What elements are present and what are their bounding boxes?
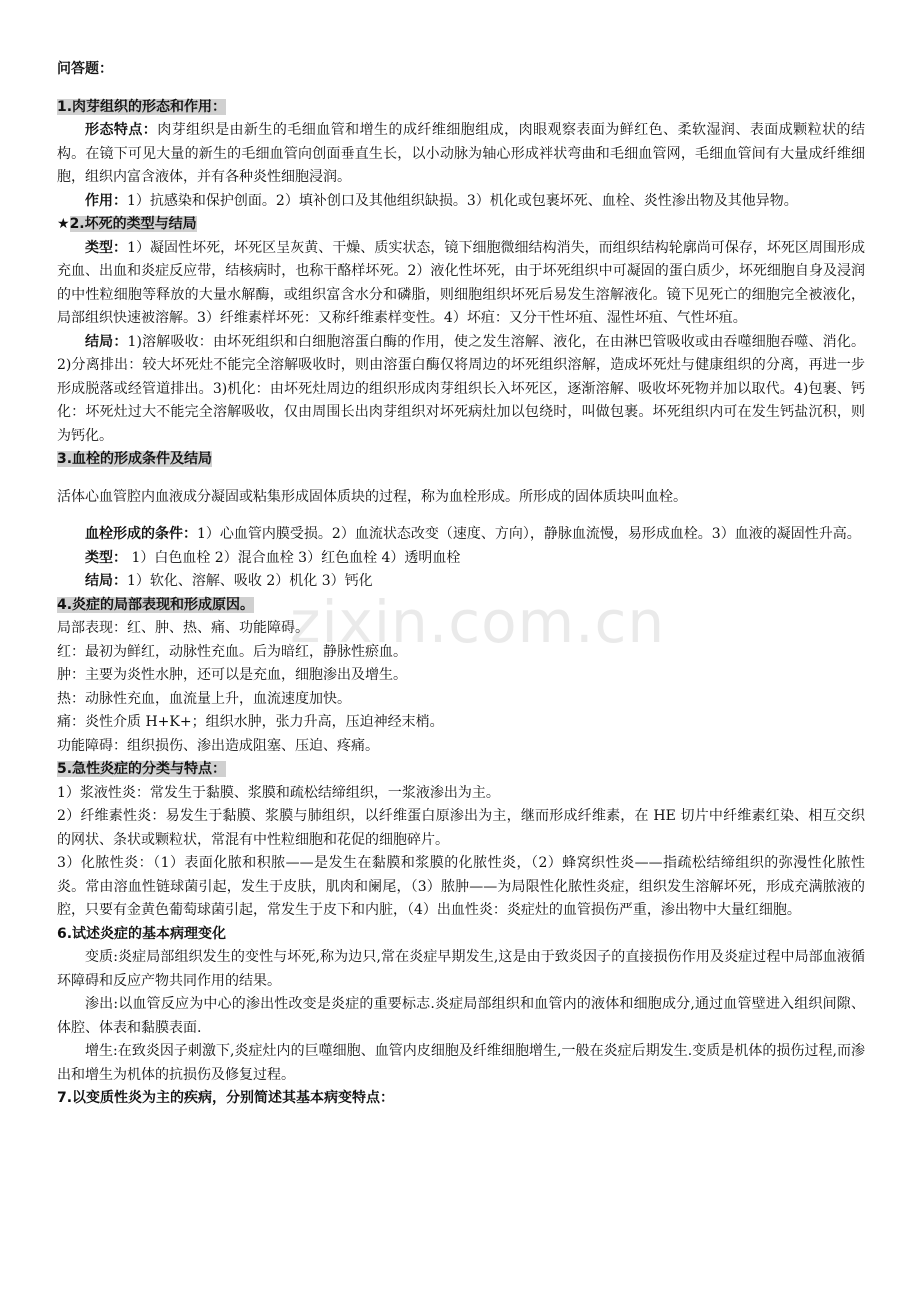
section-3-text-2: 1）白色血栓 2）混合血栓 3）红色血栓 4）透明血栓: [127, 549, 461, 566]
section-2-paragraph-1: [57, 237, 865, 331]
section-1-heading-text: 1.肉芽组织的形态和作用：: [57, 98, 227, 115]
section-3-label-2: 类型：: [85, 549, 127, 566]
section-3-label-1: 血栓形成的条件：: [85, 526, 197, 542]
section-1-text-2: 1）抗感染和保护创面。2）填补创口及其他组织缺损。3）机化或包裹坏死、血栓、炎性渗出物及其他异物。: [127, 192, 798, 209]
section-3-paragraph-2: [57, 547, 865, 571]
section-4-line: 局部表现：红、肿、热、痛、功能障碍。: [57, 620, 309, 636]
section-2-label-1: 类型：: [85, 239, 128, 256]
section-7-heading: 7.以变质性炎为主的疾病，分别简述其基本病变特点：: [57, 1090, 395, 1106]
section-3-paragraph-1: [57, 523, 865, 547]
section-3-heading: [57, 448, 865, 472]
document-body: [57, 58, 865, 1111]
section-3-text-3: 1）软化、溶解、吸收 2）机化 3）钙化: [127, 573, 373, 589]
section-1-paragraph-2: [57, 190, 865, 214]
section-6-paragraph: 增生:在致炎因子刺激下,炎症灶内的巨噬细胞、血管内皮细胞及纤维细胞增生,一般在炎症后期发生.变质是机体的损伤过程,而渗出和增生为机体的抗损伤及修复过程。: [57, 1043, 865, 1083]
section-3-label-3: 结局：: [85, 573, 127, 589]
section-5-heading-text: 5.急性炎症的分类与特点：: [57, 761, 227, 777]
section-1-text-1: 肉芽组织是由新生的毛细血管和增生的成纤维细胞组成，肉眼观察表面为鲜红色、柔软湿润、表面成颗粒状的结构。在镜下可见大量的新生的毛细血管向创面垂直生长，以小动脉为轴心形成袢状弯曲和毛细血管网，毛细血管间有大量成纤维细胞，组织内富含液体，并有各种炎性细胞浸润。: [57, 122, 865, 185]
section-4-heading-text: 4.炎症的局部表现和形成原因。: [57, 596, 255, 613]
section-1-paragraph-1: [57, 119, 865, 190]
section-2-heading: [57, 213, 865, 237]
watermark-text: zixin.com.cn: [290, 588, 666, 656]
section-2-text-1: 1）凝固性坏死，坏死区呈灰黄、干燥、质实状态，镜下细胞微细结构消失，而组织结构轮廓尚可保存，坏死区周围形成充血、出血和炎症反应带，结核病时，也称干酪样坏死。2）液化性坏死，由于坏死组织中可凝固的蛋白质少，坏死细胞自身及浸润的中性粒细胞等释放的大量水解酶，或组织富含水分和磷脂，则细胞组织坏死后易发生溶解液化。镜下见死亡的细胞完全被液化，局部组织快速被溶解。3）纤维素样坏死：又称纤维素样变性。4）坏疽：又分干性坏疽、湿性坏疽、气性坏疽。: [57, 239, 866, 326]
section-1-heading: [57, 96, 865, 120]
section-2-paragraph-2: [57, 331, 865, 449]
section-5-line: 3）化脓性炎：（1）表面化脓和积脓——是发生在黏膜和浆膜的化脓性炎，（2）蜂窝织性炎——指疏松结缔组织的弥漫性化脓性炎。常由溶血性链球菌引起，发生于皮肤，肌肉和阑尾，（3）脓肿——为局限性化脓性炎症，组织发生溶解坏死，形成充满脓液的腔，只要有金黄色葡萄球菌引起，常发生于皮下和内脏，（4）出血性炎：炎症灶的血管损伤严重，渗出物中大量红细胞。: [57, 855, 865, 918]
page-title: 问答题：: [57, 61, 113, 77]
section-3-text-1: 1）心血管内膜受损。2）血流状态改变（速度、方向），静脉血流慢，易形成血栓。3）血液的凝固性升高。: [197, 526, 861, 542]
section-4-line: 功能障碍：组织损伤、渗出造成阻塞、压迫、疼痛。: [57, 737, 379, 754]
section-6-heading: 6.试述炎症的基本病理变化: [57, 925, 227, 942]
section-1-label-2: 作用：: [85, 192, 127, 209]
section-4-line: 热：动脉性充血，血流量上升，血流速度加快。: [57, 690, 351, 707]
section-3-intro: 活体心血管腔内血液成分凝固或粘集形成固体质块的过程，称为血栓形成。所形成的固体质块叫血栓。: [57, 488, 687, 505]
star-icon: ★: [57, 216, 70, 232]
section-6-paragraph: 渗出:以血管反应为中心的渗出性改变是炎症的重要标志.炎症局部组织和血管内的液体和细胞成分,通过血管壁进入组织间隙、体腔、体表和黏膜表面.: [57, 996, 865, 1036]
section-3-paragraph-3: [57, 570, 865, 594]
section-4-heading: [57, 594, 865, 618]
section-2-heading-text: 2.坏死的类型与结局: [69, 216, 197, 232]
section-5-heading: [57, 758, 865, 782]
section-3-heading-text: 3.血栓的形成条件及结局: [57, 451, 213, 467]
section-4-line: 红：最初为鲜红，动脉性充血。后为暗红，静脉性瘀血。: [57, 643, 407, 660]
section-5-line: 1）浆液性炎：常发生于黏膜、浆膜和疏松结缔组织，一浆液渗出为主。: [57, 784, 500, 801]
section-6-paragraph: 变质:炎症局部组织发生的变性与坏死,称为边只,常在炎症早期发生,这是由于致炎因子的直接损伤作用及炎症过程中局部血液循环障碍和反应产物共同作用的结果。: [57, 949, 865, 989]
section-4-line: 肿：主要为炎性水肿，还可以是充血，细胞渗出及增生。: [57, 667, 407, 683]
section-2-text-2: 1)溶解吸收：由坏死组织和白细胞溶蛋白酶的作用，使之发生溶解、液化，在由淋巴管吸收或由吞噬细胞吞噬、消化。2)分离排出：较大坏死灶不能完全溶解吸收时，则由溶蛋白酶仅将周边的坏死组织溶解，造成坏死灶与健康组织的分离，再进一步形成脱落或经管道排出。3)机化：由坏死灶周边的组织形成肉芽组织长入坏死区，逐渐溶解、吸收坏死物并加以取代。4)包裹、钙化：坏死灶过大不能完全溶解吸收，仅由周围长出肉芽组织对坏死病灶加以包绕时，叫做包裹。坏死组织内可在发生钙盐沉积，则为钙化。: [57, 333, 866, 444]
section-4-line: 痛：炎性介质 H+K+；组织水肿，张力升高，压迫神经末梢。: [57, 714, 444, 730]
section-2-label-2: 结局：: [85, 333, 128, 350]
section-1-label-1: 形态特点：: [85, 122, 158, 138]
section-5-line: 2）纤维素性炎：易发生于黏膜、浆膜与肺组织，以纤维蛋白原渗出为主，继而形成纤维素，在 HE 切片中纤维素红染、相互交织的网状、条状或颗粒状，常混有中性粒细胞和花促的细胞碎片。: [57, 808, 865, 848]
